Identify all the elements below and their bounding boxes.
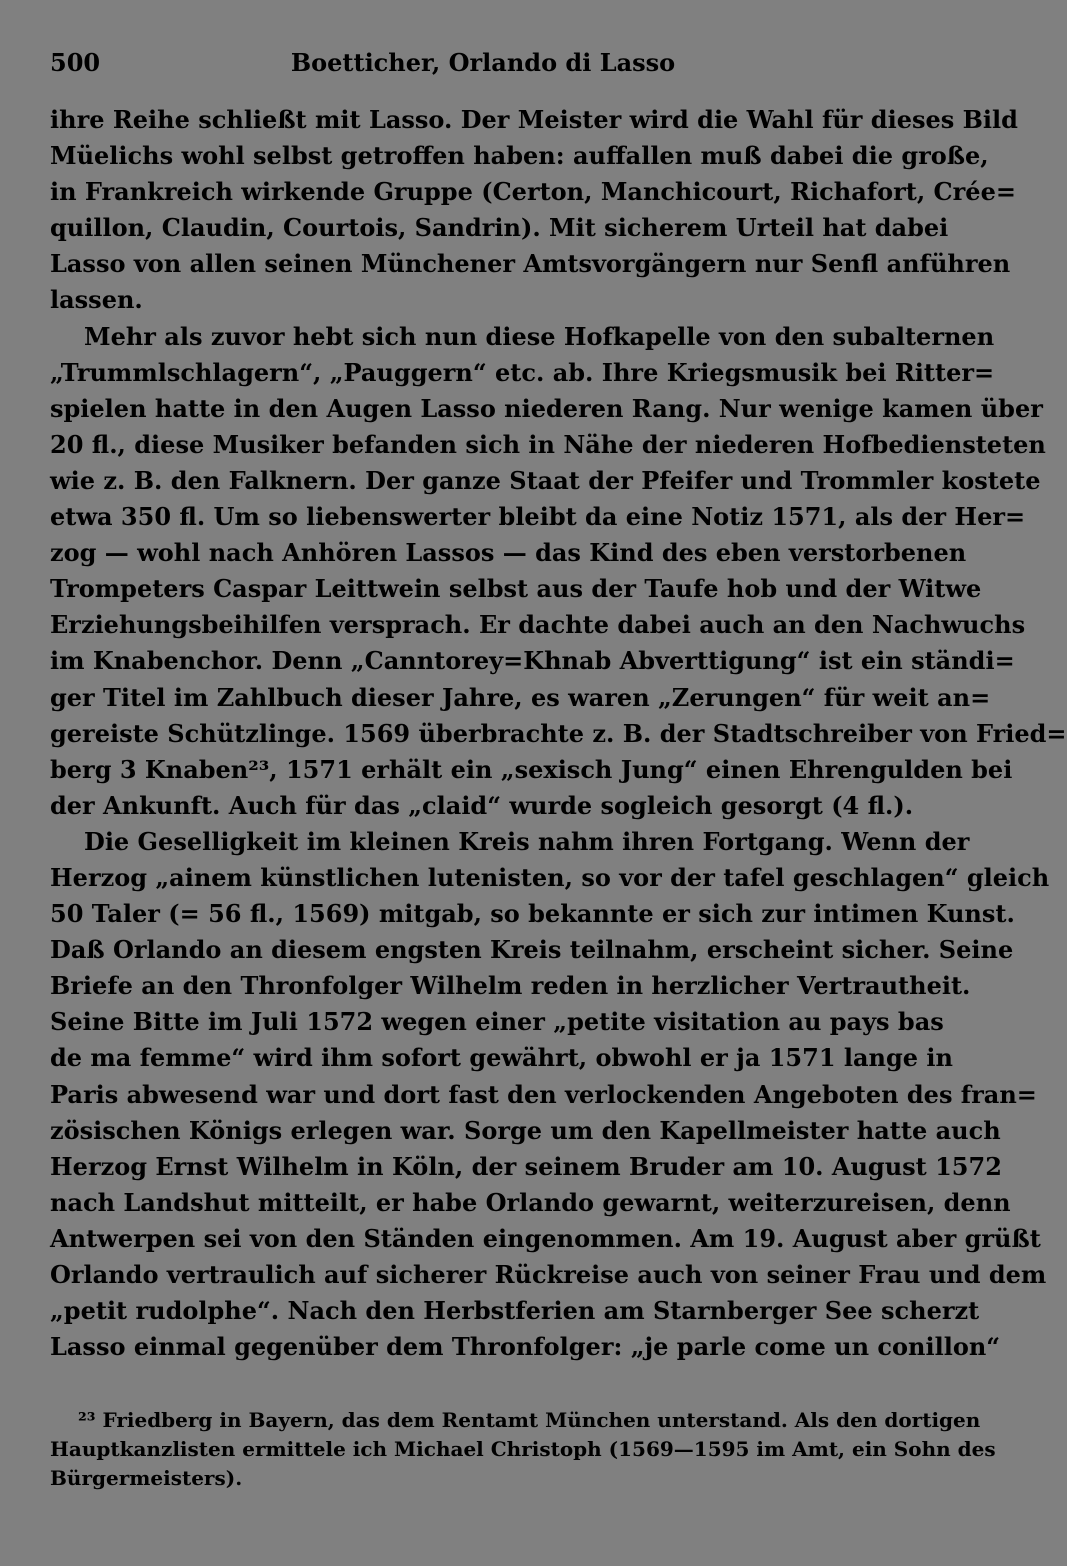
footnotes [50, 1406, 996, 1493]
text-line: 20 fl., diese Musiker befanden sich in Nähe der niederen Hofbediensteten [50, 429, 1046, 459]
text-line: wie z. B. den Falknern. Der ganze Staat der Pfeifer und Trommler kostete [50, 465, 1041, 495]
text-line: der Ankunft. Auch für das „claid“ wurde sogleich gesorgt (4 fl.). [50, 790, 914, 820]
text-line: lassen. [50, 285, 143, 315]
text-line: spielen hatte in den Augen Lasso niederen Rang. Nur wenige kamen über [50, 393, 1043, 423]
text-line: berg 3 Knaben²³, 1571 erhält ein „sexisch Jung“ einen Ehrengulden bei [50, 754, 1013, 784]
text-line: Trompeters Caspar Leittwein selbst aus der Taufe hob und der Witwe [50, 574, 982, 604]
footnote-line: Hauptkanzlisten ermittele ich Michael Christoph (1569—1595 im Amt, ein Sohn des [50, 1437, 996, 1461]
text-line: zösischen Königs erlegen war. Sorge um den Kapellmeister hatte auch [50, 1115, 1001, 1145]
text-line: Müelichs wohl selbst getroffen haben: auffallen muß dabei die große, [50, 141, 989, 171]
text-line: Herzog Ernst Wilhelm in Köln, der seinem Bruder am 10. August 1572 [50, 1151, 1002, 1181]
footnote-line: ²³ Friedberg in Bayern, das dem Rentamt München unterstand. Als den dortigen [78, 1408, 981, 1432]
page-number: 500 [50, 48, 101, 77]
text-line: Seine Bitte im Juli 1572 wegen einer „petite visitation au pays bas [50, 1007, 944, 1037]
text-line: Briefe an den Thronfolger Wilhelm reden in herzlicher Vertrautheit. [50, 971, 971, 1001]
running-title: Boetticher, Orlando di Lasso [290, 48, 676, 77]
text-line: Die Geselligkeit im kleinen Kreis nahm ihren Fortgang. Wenn der [84, 826, 970, 856]
book-page [50, 48, 1067, 1490]
text-line: Mehr als zuvor hebt sich nun diese Hofkapelle von den subalternen [84, 321, 995, 351]
text-line: quillon, Claudin, Courtois, Sandrin). Mit sicherem Urteil hat dabei [50, 213, 949, 243]
text-line: 50 Taler (= 56 fl., 1569) mitgab, so bekannte er sich zur intimen Kunst. [50, 899, 1015, 929]
text-line: in Frankreich wirkende Gruppe (Certon, Manchicourt, Richafort, Crée= [50, 177, 1016, 207]
text-line: Lasso einmal gegenüber dem Thronfolger: „je parle come un conillon“ [50, 1332, 1001, 1362]
text-line: „Trummlschlagern“, „Pauggern“ etc. ab. Ihre Kriegsmusik bei Ritter= [50, 357, 995, 387]
page-header [50, 48, 916, 88]
text-line: Herzog „ainem künstlichen lutenisten, so vor der tafel geschlagen“ gleich [50, 862, 1050, 892]
text-line: Lasso von allen seinen Münchener Amtsvorgängern nur Senfl anführen [50, 249, 1011, 279]
text-line: gereiste Schützlinge. 1569 überbrachte z. B. der Stadtschreiber von Fried= [50, 718, 1067, 748]
body-text [50, 102, 1067, 1365]
text-line: de ma femme“ wird ihm sofort gewährt, obwohl er ja 1571 lange in [50, 1043, 953, 1073]
text-line: ger Titel im Zahlbuch dieser Jahre, es waren „Zerungen“ für weit an= [50, 682, 991, 712]
text-line: ihre Reihe schließt mit Lasso. Der Meister wird die Wahl für dieses Bild [50, 105, 1018, 134]
text-line: im Knabenchor. Denn „Canntorey=Khnab Abverttigung“ ist ein ständi= [50, 646, 1015, 676]
text-line: zog — wohl nach Anhören Lassos — das Kind des eben verstorbenen [50, 538, 967, 568]
text-line: „petit rudolphe“. Nach den Herbstferien am Starnberger See scherzt [50, 1296, 980, 1326]
text-line: Erziehungsbeihilfen versprach. Er dachte dabei auch an den Nachwuchs [50, 610, 1026, 640]
text-line: etwa 350 fl. Um so liebenswerter bleibt da eine Notiz 1571, als der Her= [50, 502, 1026, 532]
text-line: Antwerpen sei von den Ständen eingenommen. Am 19. August aber grüßt [50, 1223, 1041, 1253]
footnote-line: Bürgermeisters). [50, 1466, 243, 1490]
text-line: nach Landshut mitteilt, er habe Orlando gewarnt, weiterzureisen, denn [50, 1187, 1011, 1217]
text-line: Orlando vertraulich auf sicherer Rückreise auch von seiner Frau und dem [50, 1260, 1047, 1289]
text-line: Daß Orlando an diesem engsten Kreis teilnahm, erscheint sicher. Seine [50, 935, 1014, 965]
text-line: Paris abwesend war und dort fast den verlockenden Angeboten des fran= [50, 1079, 1037, 1109]
